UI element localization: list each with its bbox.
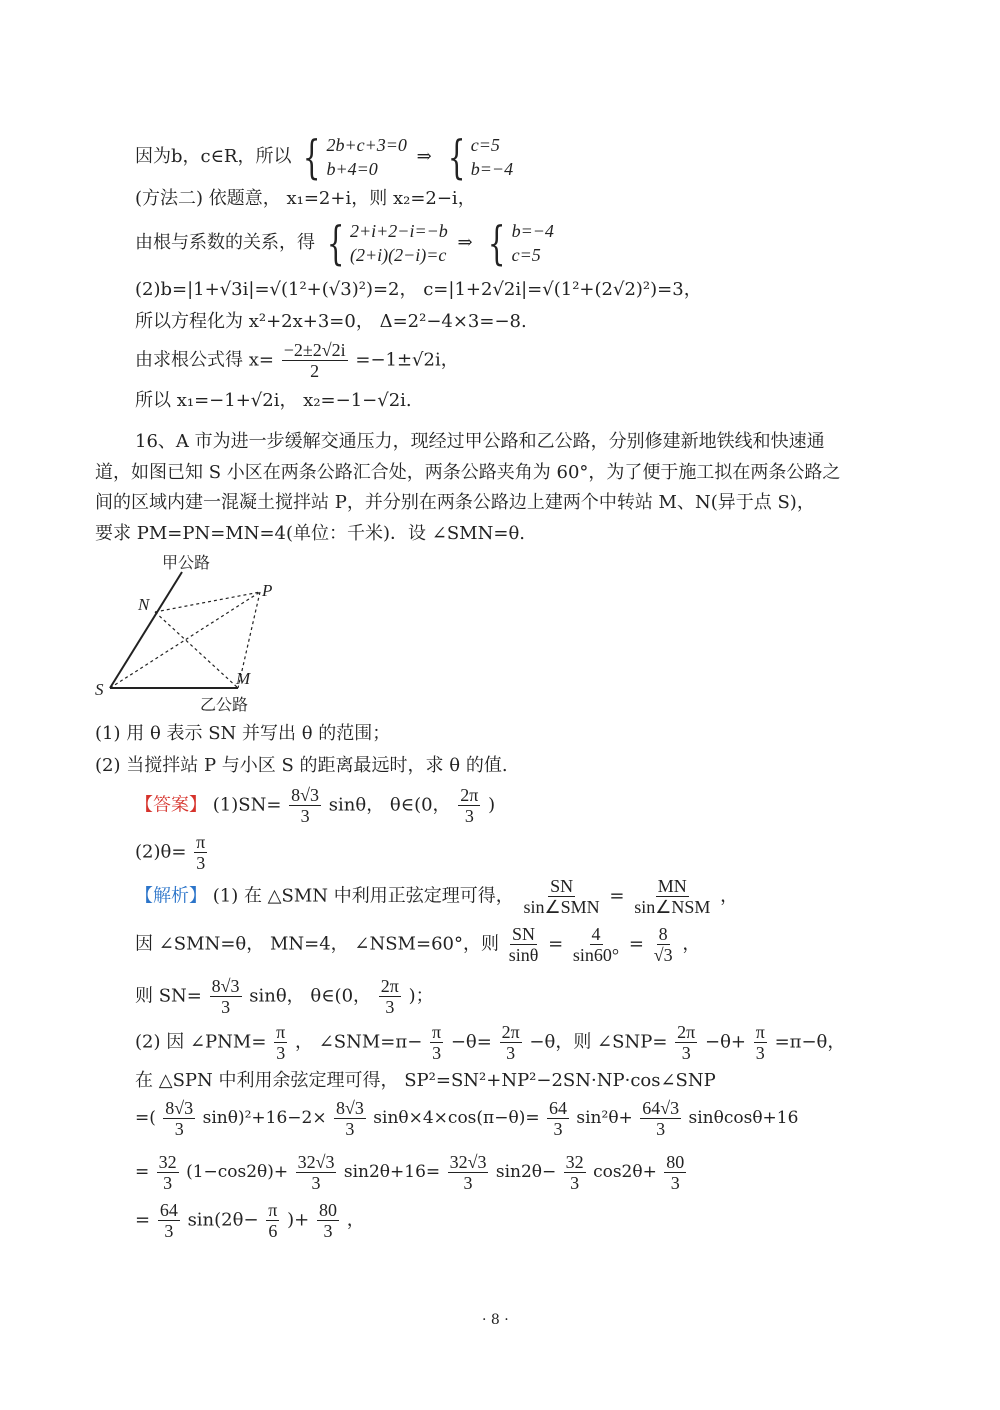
- system-3-eq-2: (2+i)(2−i)=c: [350, 245, 447, 265]
- geometry-figure: [90, 550, 300, 715]
- analysis-2-frac-1: [507, 924, 541, 965]
- answer-1-frac-den: 3: [300, 806, 310, 826]
- analysis-7-m3: sin2θ−: [495, 1162, 557, 1182]
- answer-1-range-den: 3: [464, 806, 474, 826]
- analysis-7-frac-2-den: 3: [311, 1173, 321, 1193]
- answer-line-2: [135, 832, 209, 873]
- analysis-6-frac-4: [640, 1098, 681, 1139]
- analysis-7-frac-4-num: 32: [565, 1152, 584, 1172]
- analysis-8-m2: )+: [287, 1209, 310, 1231]
- analysis-7-frac-3-den: 3: [463, 1173, 473, 1193]
- analysis-4-frac-3: [500, 1022, 522, 1063]
- road-jia-label: 甲公路: [162, 553, 211, 572]
- analysis-4-frac-1-num: π: [276, 1022, 286, 1042]
- answer-1-frac-num: 8√3: [291, 785, 320, 805]
- analysis-6-frac-1: [163, 1098, 195, 1139]
- analysis-6-frac-3: [547, 1098, 569, 1139]
- analysis-7-frac-4: [564, 1152, 586, 1193]
- root-fraction: [282, 340, 348, 381]
- root-fraction-num: −2±2√2i: [283, 340, 346, 360]
- analysis-4-frac-5-den: 3: [755, 1043, 765, 1063]
- analysis-4-frac-1: [274, 1022, 287, 1063]
- analysis-2-frac-3-num: 8: [658, 924, 668, 944]
- analysis-2-post: ，: [682, 933, 701, 955]
- analysis-2-frac-3: [652, 924, 675, 965]
- analysis-2-frac-2-den: sin60°: [572, 945, 620, 965]
- implies-arrow: ⇒: [416, 146, 432, 167]
- answer-2-frac-num: π: [196, 832, 206, 852]
- analysis-line-3: [135, 976, 434, 1017]
- analysis-4-post: =π−θ，: [774, 1031, 846, 1053]
- system-1-eq-1: 2b+c+3=0: [326, 135, 407, 155]
- page-number: · 8 ·: [482, 1312, 509, 1328]
- analysis-2-frac-2: [571, 924, 621, 965]
- analysis-7-frac-3: [448, 1152, 489, 1193]
- analysis-1-pre: (1) 在 △SMN 中利用正弦定理可得，: [212, 885, 514, 907]
- road-yi-label: 乙公路: [200, 695, 249, 714]
- point-n-label: N: [138, 595, 150, 614]
- analysis-4-frac-4-den: 3: [681, 1043, 691, 1063]
- prev-line-2: (方法二) 依题意， x₁=2+i，则 x₂=2−i，: [135, 188, 476, 209]
- point-p-label: P: [262, 581, 273, 600]
- analysis-1-frac-2: [632, 876, 712, 917]
- analysis-8-frac-3-den: 3: [323, 1221, 333, 1241]
- point-s-label: S: [95, 680, 104, 699]
- analysis-3-frac-den: 3: [221, 997, 231, 1017]
- answer-1-pre: (1)SN=: [212, 794, 282, 816]
- analysis-6-m1: sinθ)²+16−2×: [202, 1108, 327, 1128]
- analysis-6-frac-1-num: 8√3: [165, 1098, 194, 1118]
- analysis-3-frac-num: 8√3: [211, 976, 240, 996]
- analysis-2-eq-2: =: [628, 933, 644, 955]
- analysis-8-frac-3-num: 80: [318, 1200, 337, 1220]
- analysis-6-pre: =(: [135, 1108, 156, 1128]
- analysis-line-8: [135, 1200, 365, 1241]
- prev-line-7: 所以 x₁=−1+√2i， x₂=−1−√2i.: [135, 390, 412, 411]
- analysis-6-frac-4-num: 64√3: [642, 1098, 680, 1118]
- problem-line-4: 要求 PM=PN=MN=4(单位：千米)．设 ∠SMN=θ.: [95, 523, 526, 544]
- problem-line-3: 间的区域内建一混凝土搅拌站 P，并分别在两条公路边上建两个中转站 M、N(异于点 S)，: [95, 492, 815, 513]
- analysis-1-frac-2-num: MN: [657, 876, 687, 896]
- answer-1-frac: [289, 785, 321, 826]
- analysis-4-frac-4: [675, 1022, 697, 1063]
- analysis-7-frac-3-num: 32√3: [449, 1152, 487, 1172]
- analysis-7-m2: sin2θ+16=: [343, 1162, 441, 1182]
- system-2: { c=5 b=−4: [447, 130, 514, 184]
- analysis-4-frac-3-den: 3: [506, 1043, 516, 1063]
- analysis-1-frac-1-den: sin∠SMN: [523, 897, 600, 917]
- analysis-6-frac-2-num: 8√3: [335, 1098, 364, 1118]
- analysis-line-2: [135, 924, 700, 965]
- system-1-eq-2: b+4=0: [326, 159, 378, 179]
- analysis-6-frac-3-den: 3: [553, 1119, 563, 1139]
- question-1: (1) 用 θ 表示 SN 并写出 θ 的范围；: [95, 723, 391, 744]
- prev-line-3: [135, 216, 554, 270]
- point-m-label: M: [236, 669, 251, 688]
- analysis-6-frac-2: [334, 1098, 366, 1139]
- analysis-8-frac-1: [158, 1200, 180, 1241]
- analysis-3-range-frac: [379, 976, 401, 1017]
- problem-line-2: 道，如图已知 S 小区在两条公路汇合处，两条公路夹角为 60°，为了便于施工拟在两条公路之: [95, 462, 841, 483]
- system-4-eq-2: c=5: [511, 245, 541, 265]
- analysis-4-frac-4-num: 2π: [677, 1022, 696, 1042]
- answer-2-pre: (2)θ=: [135, 841, 187, 863]
- analysis-3-mid: sinθ， θ∈(0，: [249, 985, 372, 1007]
- analysis-7-frac-1: [157, 1152, 179, 1193]
- analysis-line-1: [135, 876, 738, 917]
- system-4: { b=−4 c=5: [488, 216, 554, 270]
- analysis-1-frac-1-num: SN: [550, 876, 574, 896]
- analysis-7-frac-5-den: 3: [670, 1173, 680, 1193]
- analysis-4-frac-3-num: 2π: [501, 1022, 520, 1042]
- analysis-6-frac-4-den: 3: [656, 1119, 666, 1139]
- analysis-3-range-num: 2π: [380, 976, 399, 996]
- analysis-line-4: [135, 1022, 845, 1063]
- answer-2-frac-den: 3: [196, 853, 206, 873]
- analysis-4-frac-2: [430, 1022, 443, 1063]
- analysis-1-frac-2-den: sin∠NSM: [634, 897, 711, 917]
- analysis-7-frac-2-num: 32√3: [297, 1152, 335, 1172]
- prev-line-6-text: 由求根公式得 x=: [135, 349, 274, 371]
- analysis-2-frac-1-den: sinθ: [508, 945, 539, 965]
- analysis-7-frac-5-num: 80: [666, 1152, 685, 1172]
- answer-2-frac: [194, 832, 207, 873]
- analysis-7-pre: =: [135, 1162, 150, 1182]
- segment-nm: [155, 612, 238, 688]
- analysis-1-frac-1: [521, 876, 601, 917]
- analysis-1-post: ，: [720, 885, 739, 907]
- analysis-2-frac-2-num: 4: [591, 924, 601, 944]
- analysis-3-pre: 则 SN=: [135, 985, 202, 1007]
- analysis-2-frac-1-num: SN: [512, 924, 536, 944]
- analysis-6-m3: sin²θ+: [576, 1108, 633, 1128]
- analysis-8-pre: =: [135, 1209, 151, 1231]
- prev-line-5: 所以方程化为 x²+2x+3=0， Δ=2²−4×3=−8.: [135, 311, 527, 332]
- analysis-4-frac-2-num: π: [432, 1022, 442, 1042]
- implies-arrow-2: ⇒: [457, 232, 473, 253]
- system-4-eq-1: b=−4: [511, 221, 554, 241]
- analysis-6-m2: sinθ×4×cos(π−θ)=: [373, 1108, 540, 1128]
- analysis-8-frac-1-num: 64: [159, 1200, 178, 1220]
- analysis-8-frac-2-den: 6: [268, 1221, 278, 1241]
- analysis-8-frac-3: [317, 1200, 339, 1241]
- analysis-3-frac: [210, 976, 242, 1017]
- analysis-4-frac-5: [754, 1022, 767, 1063]
- analysis-7-frac-4-den: 3: [570, 1173, 580, 1193]
- analysis-7-frac-1-num: 32: [158, 1152, 177, 1172]
- root-fraction-den: 2: [310, 361, 320, 381]
- analysis-tag: 【解析】: [135, 885, 207, 907]
- prev-line-6: [135, 340, 459, 381]
- analysis-line-7: [135, 1152, 688, 1193]
- analysis-6-frac-3-num: 64: [548, 1098, 567, 1118]
- analysis-3-range-den: 3: [385, 997, 395, 1017]
- system-3: { 2+i+2−i=−b (2+i)(2−i)=c: [326, 216, 448, 270]
- answer-1-range-frac: [458, 785, 480, 826]
- analysis-4-m1: ， ∠SNM=π−: [294, 1031, 423, 1053]
- analysis-4-m3: −θ，则 ∠SNP=: [529, 1031, 668, 1053]
- road-jia-line: [110, 572, 182, 688]
- analysis-4-frac-5-num: π: [755, 1022, 765, 1042]
- analysis-8-m1: sin(2θ−: [187, 1209, 259, 1231]
- prev-line-1: [135, 130, 514, 184]
- analysis-line-5: 在 △SPN 中利用余弦定理可得， SP²=SN²+NP²−2SN·NP·cos∠SNP: [135, 1070, 716, 1091]
- system-2-eq-2: b=−4: [470, 159, 514, 179]
- segment-np: [155, 592, 260, 612]
- question-2: (2) 当搅拌站 P 与小区 S 的距离最远时，求 θ 的值.: [95, 755, 508, 776]
- system-1: { 2b+c+3=0 b+4=0: [303, 130, 407, 184]
- analysis-2-pre: 因 ∠SMN=θ， MN=4， ∠NSM=60°，则: [135, 933, 499, 955]
- prev-line-1-text: 因为b，c∈R，所以: [135, 146, 292, 167]
- problem-line-1: 16、A 市为进一步缓解交通压力，现经过甲公路和乙公路，分别修建新地铁线和快速通: [135, 431, 825, 452]
- analysis-4-frac-1-den: 3: [276, 1043, 286, 1063]
- analysis-7-m1: (1−cos2θ)+: [186, 1162, 289, 1182]
- analysis-4-m4: −θ+: [704, 1031, 746, 1053]
- analysis-4-pre: (2) 因 ∠PNM=: [135, 1031, 267, 1053]
- analysis-7-frac-1-den: 3: [163, 1173, 173, 1193]
- system-3-eq-1: 2+i+2−i=−b: [350, 221, 448, 241]
- analysis-1-eq: =: [609, 885, 625, 907]
- analysis-2-eq-1: =: [548, 933, 564, 955]
- answer-1-range-num: 2π: [460, 785, 479, 805]
- analysis-4-m2: −θ=: [450, 1031, 492, 1053]
- prev-line-4: (2)b=|1+√3i|=√(1²+(√3)²)=2， c=|1+2√2i|=√(1²+(2√2)²)=3，: [135, 279, 702, 300]
- analysis-8-frac-2-num: π: [268, 1200, 278, 1220]
- analysis-8-post: ，: [346, 1209, 365, 1231]
- analysis-7-frac-2: [296, 1152, 337, 1193]
- prev-line-6-post: =−1±√2i，: [355, 349, 459, 371]
- answer-1-mid: sinθ， θ∈(0，: [328, 794, 451, 816]
- analysis-7-frac-5: [664, 1152, 686, 1193]
- prev-line-3-text: 由根与系数的关系，得: [135, 232, 315, 253]
- analysis-line-6: [135, 1098, 798, 1139]
- analysis-8-frac-1-den: 3: [164, 1221, 174, 1241]
- analysis-3-post: )；: [408, 985, 434, 1007]
- analysis-6-frac-1-den: 3: [174, 1119, 184, 1139]
- analysis-4-frac-2-den: 3: [432, 1043, 442, 1063]
- answer-1-post: ): [488, 794, 496, 816]
- analysis-2-frac-3-den: √3: [653, 945, 673, 965]
- analysis-8-frac-2: [266, 1200, 279, 1241]
- analysis-6-post: sinθcosθ+16: [688, 1108, 799, 1128]
- answer-line-1: [135, 785, 495, 826]
- system-2-eq-1: c=5: [470, 135, 500, 155]
- analysis-6-frac-2-den: 3: [345, 1119, 355, 1139]
- answer-tag: 【答案】: [135, 794, 207, 816]
- analysis-7-m4: cos2θ+: [593, 1162, 657, 1182]
